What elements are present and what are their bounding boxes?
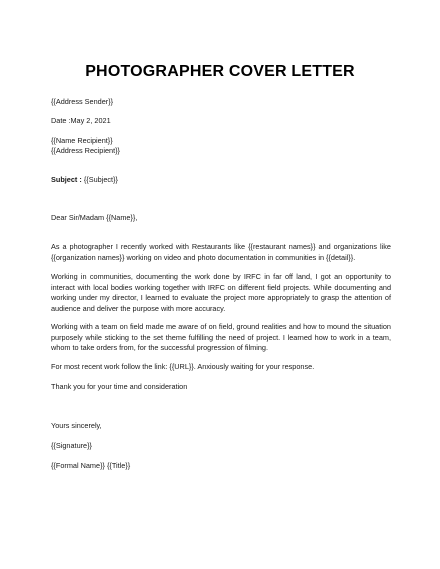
subject-value: {{Subject}} (81, 175, 118, 184)
name-recipient: {{Name Recipient}} (51, 136, 113, 145)
date-line (51, 116, 391, 127)
paragraph-3: Working with a team on field made me aware of on field, ground realities and how to mound the situation purposely while sticking to the set theme fulfilling the need of project. I learned how to work in a team, whom to take orders from, for the successful progression of filming. (51, 322, 391, 352)
address-recipient: {{Address Recipient}} (51, 146, 120, 155)
date-label: Date : (51, 116, 71, 125)
salutation: Dear Sir/Madam {{Name}}, (51, 213, 138, 222)
paragraph-5: Thank you for your time and consideration (51, 382, 188, 391)
date-value: May 2, 2021 (70, 116, 111, 125)
subject-line (51, 175, 391, 186)
address-sender: {{Address Sender}} (51, 97, 114, 106)
paragraph-1: As a photographer I recently worked with Restaurants like {{restaurant names}} and organizations like {{organization names}} working on video and photo documentation in communities in {{detail}}. (51, 242, 391, 262)
formal-name: {{Formal Name}} {{Title}} (51, 461, 131, 470)
paragraph-4: For most recent work follow the link: {{URL}}. Anxiously waiting for your response. (51, 362, 315, 371)
closing: Yours sincerely, (51, 421, 102, 430)
page-title: PHOTOGRAPHER COVER LETTER (85, 63, 355, 80)
paragraph-2: Working in communities, documenting the work done by IRFC in far off land, I got an opportunity to interact with local bodies working together with IRFC on different field projects. While documenting and working under my director, I learned to evaluate the project more appropriately to grasp the attention of audience and deliver the purpose with more accuracy. (51, 272, 391, 313)
signature: {{Signature}} (51, 441, 92, 450)
subject-label: Subject : (51, 175, 82, 184)
